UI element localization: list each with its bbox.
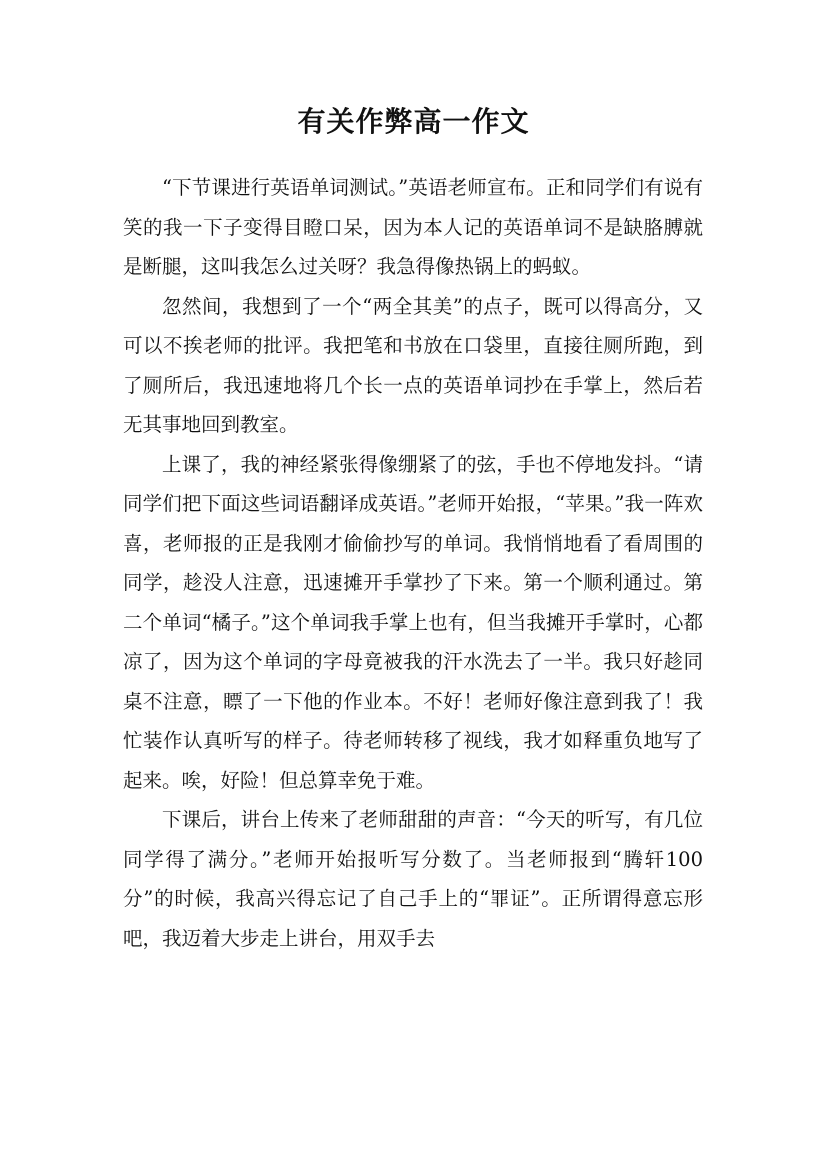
- paragraph-2: 忽然间，我想到了一个“两全其美”的点子，既可以得高分，又可以不挨老师的批评。我把笔和书放在口袋里，直接往厕所跑，到了厕所后，我迅速地将几个长一点的英语单词抄在手掌上，然后若无其事地回到教室。: [123, 294, 703, 436]
- document-title: 有关作弊高一作文: [297, 105, 530, 138]
- paragraph-3: 上课了，我的神经紧张得像绷紧了的弦，手也不停地发抖。“请同学们把下面这些词语翻译成英语。”老师开始报，“苹果。”我一阵欢喜，老师报的正是我刚才偷偷抄写的单词。我悄悄地看了看周围的同学，趁没人注意，迅速摊开手掌抄了下来。第一个顺利通过。第二个单词“橘子。”这个单词我手掌上也有，但当我摊开手掌时，心都凉了，因为这个单词的字母竟被我的汗水洗去了一半。我只好趁同桌不注意，瞟了一下他的作业本。不好！老师好像注意到我了！我忙装作认真听写的样子。待老师转移了视线，我才如释重负地写了起来。唉，好险！但总算幸免于难。: [123, 452, 703, 792]
- paragraph-4: 下课后，讲台上传来了老师甜甜的声音：“今天的听写，有几位同学得了满分。”老师开始报听写分数了。当老师报到“腾轩100分”的时候，我高兴得忘记了自己手上的“罪证”。正所谓得意忘形吧，我迈着大步走上讲台，用双手去: [123, 808, 703, 950]
- paragraph-1: “下节课进行英语单词测试。”英语老师宣布。正和同学们有说有笑的我一下子变得目瞪口呆，因为本人记的英语单词不是缺胳膊就是断腿，这叫我怎么过关呀？我急得像热锅上的蚂蚁。: [123, 176, 703, 278]
- essay-body: [123, 168, 703, 958]
